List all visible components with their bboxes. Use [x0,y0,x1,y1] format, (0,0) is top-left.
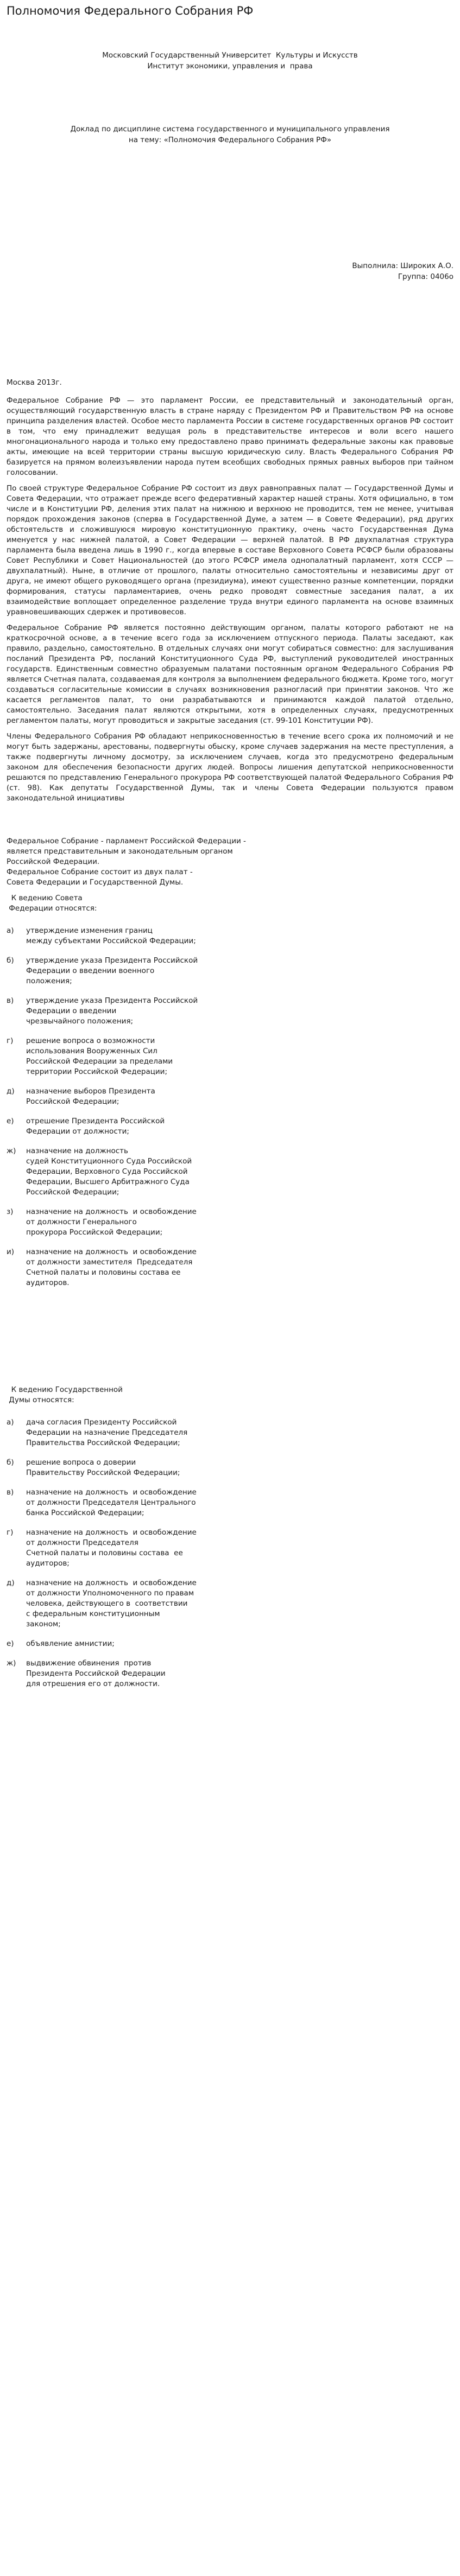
federation-council-section [7,893,453,1288]
section-heading-line: К ведению Государственной [7,1385,123,1394]
list-item [7,1036,453,1077]
definition-line: Федеральное Собрание - парламент Российской Федерации - [7,837,246,845]
list-marker: а) [7,1418,14,1427]
state-duma-section [7,1385,453,1689]
list-item-text: утверждение изменения границ между субъектами Российской Федерации; [26,926,196,945]
section-heading-line: Федерации относятся: [7,904,97,913]
list-item-text: назначение на должность и освобождение от должности Председателя Счетной палаты и половины состава ее аудиторов; [26,1528,197,1568]
list-marker: в) [7,996,14,1005]
list-marker: з) [7,1207,14,1216]
author-name: Выполнила: Широких А.О. [352,262,453,270]
definition-block [7,836,453,888]
list-marker: ж) [7,1659,16,1668]
section-heading-line: К ведению Совета [7,894,83,902]
list-item [7,1658,453,1689]
list-marker: г) [7,1036,14,1045]
list-marker: а) [7,926,14,935]
list-item-text: утверждение указа Президента Российской Федерации о введении чрезвычайного положения; [26,996,198,1026]
body-text [7,396,453,804]
list-item-text: решение вопроса о доверии Правительству Российской Федерации; [26,1458,180,1477]
section-heading [7,1385,453,1405]
list-item-text: решение вопроса о возможности использования Вооруженных Сил Российской Федерации за пределами территории Российской Федерации; [26,1036,173,1076]
list-item-text: назначение на должность и освобождение от должности заместителя Председателя Счетной палаты и половины состава ее аудиторов. [26,1248,197,1287]
list-item [7,1086,453,1107]
list-item [7,1116,453,1137]
list-item [7,1417,453,1448]
university-header [7,50,453,72]
list-item [7,996,453,1027]
paragraph: Федеральное Собрание РФ — это парламент России, ее представительный и законодательный орган, осуществляющий государственную власть в стране наряду с Президентом РФ и Правительством РФ на основе принципа разделения властей. Особое место парламента России в системе государственных органов РФ состоит в том, что ему принадлежит ведущая роль в представительстве интересов и воли всего нашего многонационального народа и только ему предоставлено право принимать федеральные законы как правовые акты, имеющие на всей территории страны высшую юридическую силу. Власть Федерального Собрания РФ базируется на прямом волеизъявлении народа путем всеобщих свободных прямых равных выборов при тайном голосовании. [7,396,453,477]
document-page [0,3,460,2576]
author-block [7,260,453,282]
definition-line: Федеральное Собрание состоит из двух палат - [7,868,193,876]
paragraph: По своей структуре Федеральное Собрание РФ состоит из двух равноправных палат — Государственной Думы и Совета Федерации, что отражает прежде всего федеративный характер нашей страны. Хотя официально, в том числе и в Конституции РФ, деления этих палат на нижнюю и верхнюю не проводится, тем не менее, учитывая порядок прохождения законов (сперва в Государственной Думе, а затем — в Совете Федерации), ряд других обстоятельств и сложившуюся мировую конституционную практику, очень часто Государственная Дума именуется у нас нижней палатой, а Совет Федерации — верхней палатой. В РФ двухпалатная структура парламента была введена лишь в 1990 г., когда впервые в составе Верховного Совета РСФСР были образованы Совет Республики и Совет Национальностей (до этого РСФСР имела однопалатный парламент, хотя СССР — двухпалатный). Ныне, в отличие от прошлого, палаты относительно самостоятельны и независимы друг от друга, не имеют общего руководящего органа (президиума), имеют существенно разные компетенции, порядки формирования, статусы парламентариев, очень редко проводят совместные заседания палат, а их взаимодействие воплощает определенное разделение труда внутри единого парламента на основе взаимных уравновешивающих сдержек и противовесов. [7,484,453,616]
list-marker: е) [7,1117,14,1125]
list-item-text: назначение на должность судей Конституционного Суда Российской Федерации, Верховного Суда Российской Федерации, Высшего Арбитражного Суда Российской Федерации; [26,1147,192,1197]
list-item [7,1146,453,1198]
list-item-text: отрешение Президента Российской Федерации от должности; [26,1117,165,1136]
definition-line: Совета Федерации и Государственной Думы. [7,878,184,887]
report-line-1: Доклад по дисциплине система государственного и муниципального управления [70,125,390,133]
list-marker: г) [7,1528,14,1537]
list-item-text: назначение на должность и освобождение от должности Председателя Центрального банка Российской Федерации; [26,1488,197,1517]
list-item-text: назначение выборов Президента Российской Федерации; [26,1087,155,1106]
page-title: Полномочия Федерального Собрания РФ [7,4,254,17]
list-item [7,926,453,946]
state-duma-list [7,1417,453,1689]
list-marker: б) [7,1458,14,1467]
list-item [7,1247,453,1288]
list-item [7,1487,453,1518]
list-item-text: назначение на должность и освобождение от должности Генерального прокурора Российской Федерации; [26,1207,197,1237]
report-line-2: на тему: «Полномочия Федерального Собрания РФ» [128,136,332,144]
list-item-text: дача согласия Президенту Российской Федерации на назначение Председателя Правительства Российской Федерации; [26,1418,188,1447]
section-heading-line: Думы относятся: [7,1396,74,1404]
list-marker: и) [7,1248,15,1256]
author-group: Группа: 0406о [398,272,453,281]
city-year: Москва 2013г. [7,378,62,387]
list-item [7,1207,453,1238]
list-marker: д) [7,1579,15,1587]
paragraph: Члены Федерального Собрания РФ обладают неприкосновенностью в течение всего срока их полномочий и не могут быть задержаны, арестованы, подвергнуты обыску, кроме случаев задержания на месте преступления, а также подвергнуты личному досмотру, за исключением случаев, когда это предусмотрено федеральным законом для обеспечения безопасности других людей. Вопросы лишения депутатской неприкосновенности решаются по представлению Генерального прокурора РФ соответствующей палатой Федерального Собрания РФ (ст. 98). Как депутаты Государственной Думы, так и члены Совета Федерации пользуются правом законодательной инициативы [7,732,453,803]
list-marker: в) [7,1488,14,1497]
list-item-text: утверждение указа Президента Российской Федерации о введении военного положения; [26,956,198,985]
list-item [7,1458,453,1478]
list-marker: б) [7,956,14,965]
list-item-text: объявление амнистии; [26,1639,115,1648]
section-heading [7,893,453,914]
federation-council-list [7,926,453,1288]
list-item [7,1578,453,1630]
definition-line: Российской Федерации. [7,857,100,866]
university-line: Московский Государственный Университет Культуры и Искусств [102,51,358,60]
list-item [7,1528,453,1569]
list-item [7,1639,453,1649]
institute-line: Институт экономики, управления и права [147,62,313,71]
list-item-text: выдвижение обвинения против Президента Российской Федерации для отрешения его от должности. [26,1659,166,1688]
list-marker: д) [7,1087,15,1096]
paragraph: Федеральное Собрание РФ является постоянно действующим органом, палаты которого работают не на краткосрочной основе, а в течение всего года за исключением отпускного периода. Палаты заседают, как правило, раздельно, самостоятельно. В отдельных случаях они могут собираться совместно: для заслушивания посланий Президента РФ, посланий Конституционного Суда РФ, выступлений руководителей иностранных государств. Единственным совместно образуемым палатами постоянным органом Федерального Собрания РФ является Счетная палата, создаваемая для контроля за выполнением федерального бюджета. Кроме того, могут создаваться согласительные комиссии в случаях возникновения разногласий при принятии законов. Что же касается регламентов палат, то они разрабатываются и принимаются каждой палатой отдельно, самостоятельно. Заседания палат являются открытыми, хотя в определенных случаях, предусмотренных регламентом палаты, могут проводиться и закрытые заседания (ст. 99-101 Конституции РФ). [7,624,453,725]
list-marker: ж) [7,1147,16,1155]
report-title-block [7,124,453,145]
definition-line: является представительным и законодательным органом [7,847,233,856]
list-item [7,956,453,987]
list-marker: е) [7,1639,14,1648]
list-item-text: назначение на должность и освобождение от должности Уполномоченного по правам человека, действующего в соответствии с федеральным конституционным законом; [26,1579,197,1629]
